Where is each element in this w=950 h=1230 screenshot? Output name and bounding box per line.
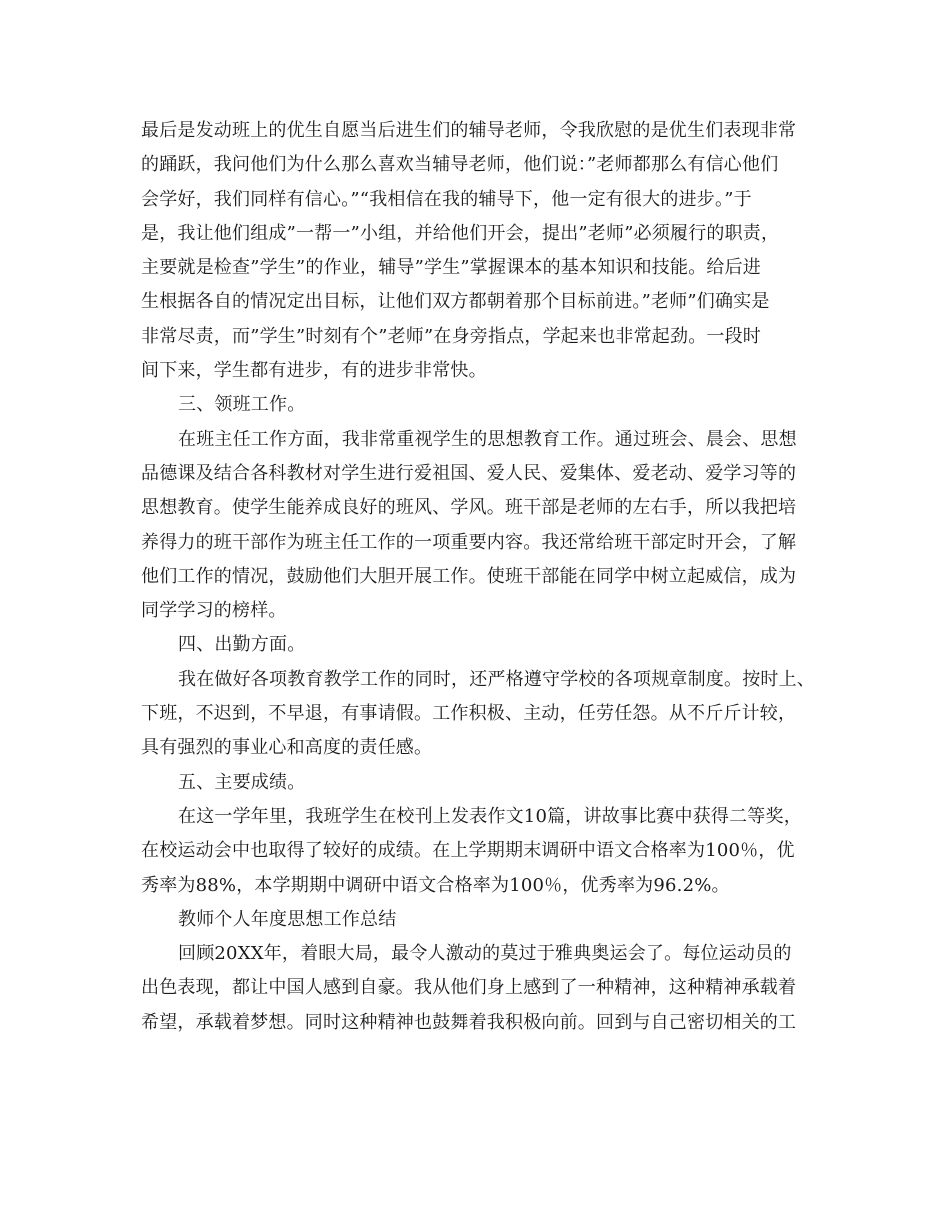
text-line: 最后是发动班上的优生自愿当后进生们的辅导老师，令我欣慰的是优生们表现非常 <box>141 120 797 141</box>
text-line: 出色表现，都让中国人感到自豪。我从他们身上感到了一种精神，这种精神承载着 <box>141 977 797 999</box>
text-line: 品德课及结合各科教材对学生进行爱祖国、爱人民、爱集体、爱老动、爱学习等的 <box>141 462 797 484</box>
text-line: 同学学习的榜样。 <box>141 600 287 622</box>
text-line: 在校运动会中也取得了较好的成绩。在上学期期末调研中语文合格率为100％，优 <box>141 840 795 862</box>
text-line: 希望，承载着梦想。同时这种精神也鼓舞着我积极向前。回到与自己密切相关的工 <box>141 1011 797 1033</box>
text-line: 非常尽责，而”学生”时刻有个”老师”在身旁指点，学起来也非常起劲。一段时 <box>141 325 762 347</box>
text-line: 主要就是检查”学生”的作业，辅导”学生”掌握课本的基本知识和技能。给后进 <box>141 257 762 279</box>
section-heading: 五、主要成绩。 <box>178 771 306 793</box>
section-heading: 三、领班工作。 <box>178 394 306 416</box>
text-line: 下班，不迟到，不早退，有事请假。工作积极、主动，任劳任怨。从不斤斤计较， <box>141 703 797 725</box>
text-line: 具有强烈的事业心和高度的责任感。 <box>141 737 433 759</box>
text-line: 会学好，我们同样有信心。”“我相信在我的辅导下，他一定有很大的进步。”于 <box>141 188 752 210</box>
document-subtitle: 教师个人年度思想工作总结 <box>178 908 397 930</box>
text-line: 养得力的班干部作为班主任工作的一项重要内容。我还常给班干部定时开会，了解 <box>141 531 797 553</box>
text-line: 思想教育。使学生能养成良好的班风、学风。班干部是老师的左右手，所以我把培 <box>141 497 797 519</box>
text-line: 我在做好各项教育教学工作的同时，还严格遵守学校的各项规章制度。按时上、 <box>178 668 815 690</box>
text-line: 是，我让他们组成”一帮一”小组，并给他们开会，提出”老师”必须履行的职责， <box>141 222 780 244</box>
text-line: 间下来，学生都有进步，有的进步非常快。 <box>141 360 487 382</box>
text-line: 生根据各自的情况定出目标，让他们双方都朝着那个目标前进。”老师”们确实是 <box>141 291 770 313</box>
text-line: 的踊跃，我问他们为什么那么喜欢当辅导老师，他们说：”老师都那么有信心他们 <box>141 154 779 176</box>
text-line: 秀率为88%，本学期期中调研中语文合格率为100％，优秀率为96.2%。 <box>141 874 730 896</box>
text-line: 在班主任工作方面，我非常重视学生的思想教育工作。通过班会、晨会、思想 <box>178 428 797 450</box>
text-line: 在这一学年里，我班学生在校刊上发表作文10篇，讲故事比赛中获得二等奖， <box>178 805 802 827</box>
text-line: 回顾20XX年，着眼大局，最令人激动的莫过于雅典奥运会了。每位运动员的 <box>178 943 792 965</box>
text-line: 他们工作的情况，鼓励他们大胆开展工作。使班干部能在同学中树立起威信，成为 <box>141 565 797 587</box>
document-body <box>141 114 831 1040</box>
section-heading: 四、出勤方面。 <box>178 634 306 656</box>
